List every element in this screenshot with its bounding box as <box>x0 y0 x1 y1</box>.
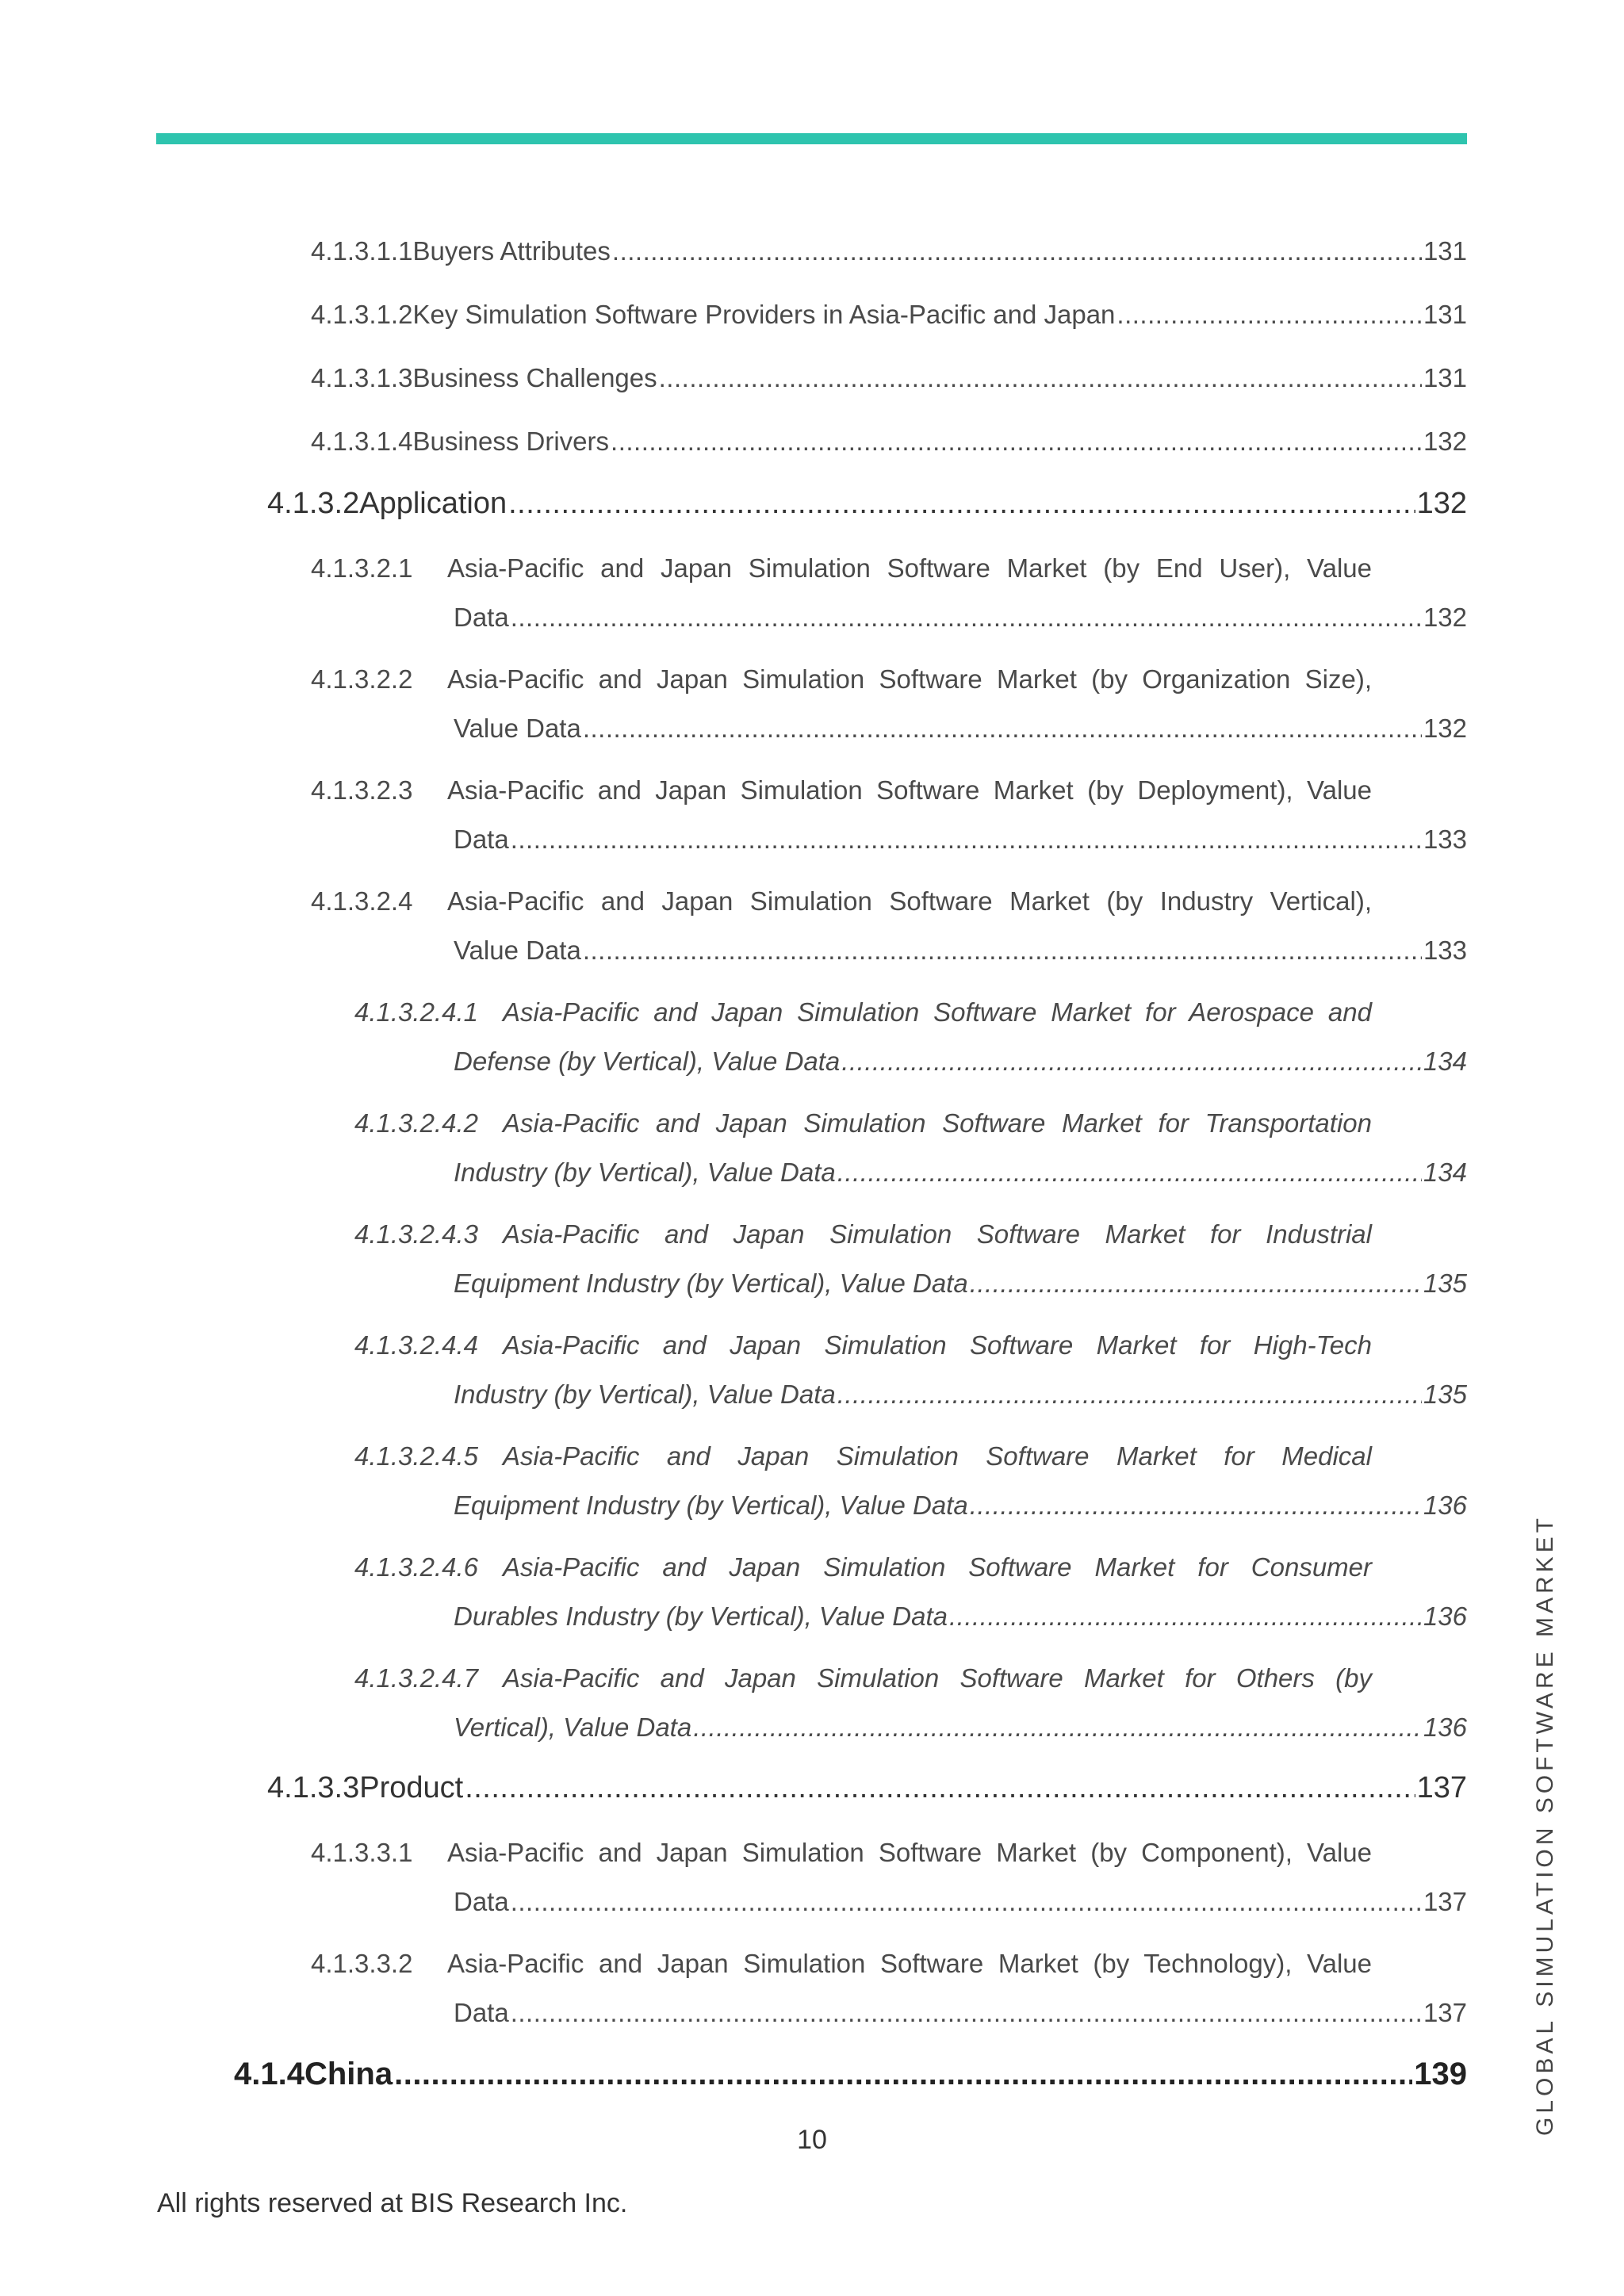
toc-entry-title: Asia-Pacific and Japan Simulation Software Market for Aerospace and <box>503 997 1372 1027</box>
toc-entry-line1[interactable] <box>354 1330 1372 1360</box>
footer-copyright: All rights reserved at BIS Research Inc. <box>157 2188 628 2218</box>
toc-entry-title: Asia-Pacific and Japan Simulation Software Market (by Industry Vertical), <box>447 886 1372 916</box>
toc-entry-number: 4.1.3.2.3 <box>311 775 413 805</box>
toc-entry-title: Asia-Pacific and Japan Simulation Software Market (by Organization Size), <box>447 664 1372 694</box>
toc-entry-line2[interactable] <box>454 936 1467 966</box>
toc-entry-title-cont: Vertical), Value Data <box>454 1712 692 1742</box>
toc-entry-title: China <box>304 2057 393 2091</box>
toc-entry-title: Business Drivers <box>412 427 610 456</box>
toc-dot-leader <box>511 825 1422 855</box>
toc-entry-title-cont: Data <box>454 603 509 632</box>
toc-entry-title: Asia-Pacific and Japan Simulation Software Market for High-Tech <box>503 1330 1372 1360</box>
toc-entry-page: 136 <box>1423 1712 1467 1742</box>
toc-entry-number: 4.1.3.2.4.1 <box>354 997 478 1027</box>
toc-dot-leader <box>837 1158 1422 1188</box>
toc-entry[interactable] <box>267 487 1467 521</box>
toc-entry-number: 4.1.3.2 <box>267 487 360 520</box>
toc-entry-line2[interactable] <box>454 1380 1467 1410</box>
toc-entry-page: 134 <box>1423 1158 1467 1187</box>
toc-entry-title: Asia-Pacific and Japan Simulation Software Market (by End User), Value <box>447 553 1372 583</box>
toc-entry-number: 4.1.3.1.4 <box>311 427 413 456</box>
toc-dot-leader <box>659 363 1422 393</box>
toc-entry-title-cont: Industry (by Vertical), Value Data <box>454 1158 836 1187</box>
toc-entry-page: 137 <box>1423 1887 1467 1916</box>
toc-entry[interactable] <box>311 363 1467 393</box>
toc-entry-title: Asia-Pacific and Japan Simulation Software Market for Others (by <box>503 1663 1372 1693</box>
toc-entry-line2[interactable] <box>454 1998 1467 2028</box>
toc-entry-number: 4.1.3.3 <box>267 1771 360 1804</box>
toc-entry-line2[interactable] <box>454 603 1467 633</box>
toc-entry-line2[interactable] <box>454 1601 1467 1632</box>
toc-entry-page: 131 <box>1423 300 1467 329</box>
toc-entry[interactable] <box>234 2057 1467 2092</box>
toc-entry-number: 4.1.4 <box>234 2057 304 2091</box>
toc-entry-line1[interactable] <box>354 997 1372 1027</box>
toc-entry-number: 4.1.3.2.4.7 <box>354 1663 478 1693</box>
toc-entry-page: 131 <box>1423 236 1467 266</box>
toc-entry-title-cont: Data <box>454 825 509 854</box>
toc-entry-title: Key Simulation Software Providers in Asia-Pacific and Japan <box>412 300 1116 329</box>
toc-entry-title-cont: Industry (by Vertical), Value Data <box>454 1380 836 1409</box>
toc-entry-title-cont: Value Data <box>454 714 581 743</box>
toc-entry-line2[interactable] <box>454 1047 1467 1077</box>
toc-entry-number: 4.1.3.2.4.4 <box>354 1330 478 1360</box>
toc-entry-title-cont: Value Data <box>454 936 581 965</box>
toc-entry-page: 133 <box>1423 825 1467 854</box>
toc-entry[interactable] <box>311 427 1467 457</box>
toc-entry-line1[interactable] <box>354 1552 1372 1582</box>
toc-entry-title-cont: Defense (by Vertical), Value Data <box>454 1047 841 1076</box>
toc-entry-page: 132 <box>1423 603 1467 632</box>
toc-dot-leader <box>583 936 1422 966</box>
toc-entry-number: 4.1.3.3.2 <box>311 1949 413 1978</box>
toc-dot-leader <box>970 1269 1422 1299</box>
toc-entry-line2[interactable] <box>454 1490 1467 1521</box>
toc-dot-leader <box>394 2057 1412 2092</box>
toc-entry-page: 132 <box>1423 427 1467 456</box>
toc-entry-number: 4.1.3.2.4 <box>311 886 413 916</box>
toc-entry-line1[interactable] <box>311 664 1372 695</box>
toc-entry-line2[interactable] <box>454 1887 1467 1917</box>
header-accent-rule <box>156 133 1467 144</box>
toc-entry-page: 136 <box>1423 1601 1467 1631</box>
toc-entry-title: Asia-Pacific and Japan Simulation Software Market for Industrial <box>503 1219 1372 1249</box>
toc-entry-line1[interactable] <box>311 775 1372 806</box>
toc-entry-number: 4.1.3.2.4.5 <box>354 1441 478 1471</box>
toc-dot-leader <box>508 487 1415 521</box>
toc-entry-page: 134 <box>1423 1047 1467 1076</box>
toc-entry-line2[interactable] <box>454 825 1467 855</box>
toc-dot-leader <box>837 1380 1422 1410</box>
toc-entry-line2[interactable] <box>454 1269 1467 1299</box>
toc-entry-number: 4.1.3.2.2 <box>311 664 413 694</box>
toc-entry-line1[interactable] <box>311 553 1372 584</box>
toc-entry-number: 4.1.3.1.1 <box>311 236 413 266</box>
toc-entry-number: 4.1.3.2.4.6 <box>354 1552 478 1582</box>
toc-entry-line2[interactable] <box>454 1158 1467 1188</box>
toc-entry-title-cont: Equipment Industry (by Vertical), Value Data <box>454 1490 968 1520</box>
toc-entry-line1[interactable] <box>354 1663 1372 1693</box>
toc-entry-number: 4.1.3.2.4.3 <box>354 1219 478 1249</box>
toc-entry-page: 135 <box>1423 1380 1467 1409</box>
toc-dot-leader <box>611 427 1422 457</box>
toc-entry-page: 137 <box>1416 1771 1467 1804</box>
toc-entry-line1[interactable] <box>311 886 1372 916</box>
toc-dot-leader <box>583 714 1422 744</box>
toc-entry-number: 4.1.3.2.4.2 <box>354 1108 478 1138</box>
toc-entry-page: 136 <box>1423 1490 1467 1520</box>
toc-entry-number: 4.1.3.1.2 <box>311 300 413 329</box>
toc-entry-title-cont: Durables Industry (by Vertical), Value Data <box>454 1601 948 1631</box>
toc-entry-title: Asia-Pacific and Japan Simulation Software Market (by Technology), Value <box>447 1949 1372 1978</box>
toc-entry-number: 4.1.3.1.3 <box>311 363 413 392</box>
toc-entry-page: 131 <box>1423 363 1467 392</box>
toc-dot-leader <box>511 1887 1422 1917</box>
toc-entry-page: 135 <box>1423 1269 1467 1298</box>
toc-dot-leader <box>970 1490 1422 1521</box>
toc-entry-line1[interactable] <box>311 1949 1372 1979</box>
toc-entry-line1[interactable] <box>311 1838 1372 1868</box>
toc-entry[interactable] <box>267 1771 1467 1805</box>
toc-entry-number: 4.1.3.2.1 <box>311 553 413 583</box>
toc-dot-leader <box>465 1771 1415 1805</box>
toc-entry-title: Asia-Pacific and Japan Simulation Software Market (by Deployment), Value <box>447 775 1372 805</box>
toc-entry-page: 139 <box>1414 2057 1467 2091</box>
toc-dot-leader <box>949 1601 1422 1632</box>
page-number: 10 <box>797 2125 827 2155</box>
toc-entry-line1[interactable] <box>354 1219 1372 1249</box>
toc-dot-leader <box>612 236 1422 266</box>
toc-dot-leader <box>693 1712 1422 1743</box>
toc-entry-title-cont: Data <box>454 1887 509 1916</box>
toc-entry-title: Asia-Pacific and Japan Simulation Software Market for Medical <box>503 1441 1372 1471</box>
toc-entry-title-cont: Data <box>454 1998 509 2027</box>
toc-entry[interactable] <box>311 236 1467 266</box>
toc-entry-title: Application <box>359 487 508 520</box>
toc-entry-page: 132 <box>1416 487 1467 520</box>
toc-dot-leader <box>1116 300 1422 330</box>
toc-entry-title-cont: Equipment Industry (by Vertical), Value Data <box>454 1269 968 1298</box>
toc-entry-title: Asia-Pacific and Japan Simulation Software Market for Consumer <box>503 1552 1372 1582</box>
toc-entry-line1[interactable] <box>354 1441 1372 1471</box>
toc-entry-title: Buyers Attributes <box>412 236 611 266</box>
toc-entry-line2[interactable] <box>454 714 1467 744</box>
toc-entry-page: 132 <box>1423 714 1467 743</box>
toc-entry-title: Asia-Pacific and Japan Simulation Software Market for Transportation <box>503 1108 1372 1138</box>
toc-dot-leader <box>511 1998 1422 2028</box>
toc-entry-title: Product <box>359 1771 464 1804</box>
toc-entry-page: 133 <box>1423 936 1467 965</box>
toc-entry-line2[interactable] <box>454 1712 1467 1743</box>
side-report-title: GLOBAL SIMULATION SOFTWARE MARKET <box>1532 1514 1558 2136</box>
toc-entry-title: Asia-Pacific and Japan Simulation Software Market (by Component), Value <box>447 1838 1372 1867</box>
toc-dot-leader <box>511 603 1422 633</box>
toc-entry-page: 137 <box>1423 1998 1467 2027</box>
toc-entry-number: 4.1.3.3.1 <box>311 1838 413 1867</box>
toc-entry-title: Business Challenges <box>412 363 657 392</box>
toc-entry[interactable] <box>311 300 1467 330</box>
toc-dot-leader <box>841 1047 1422 1077</box>
toc-entry-line1[interactable] <box>354 1108 1372 1138</box>
